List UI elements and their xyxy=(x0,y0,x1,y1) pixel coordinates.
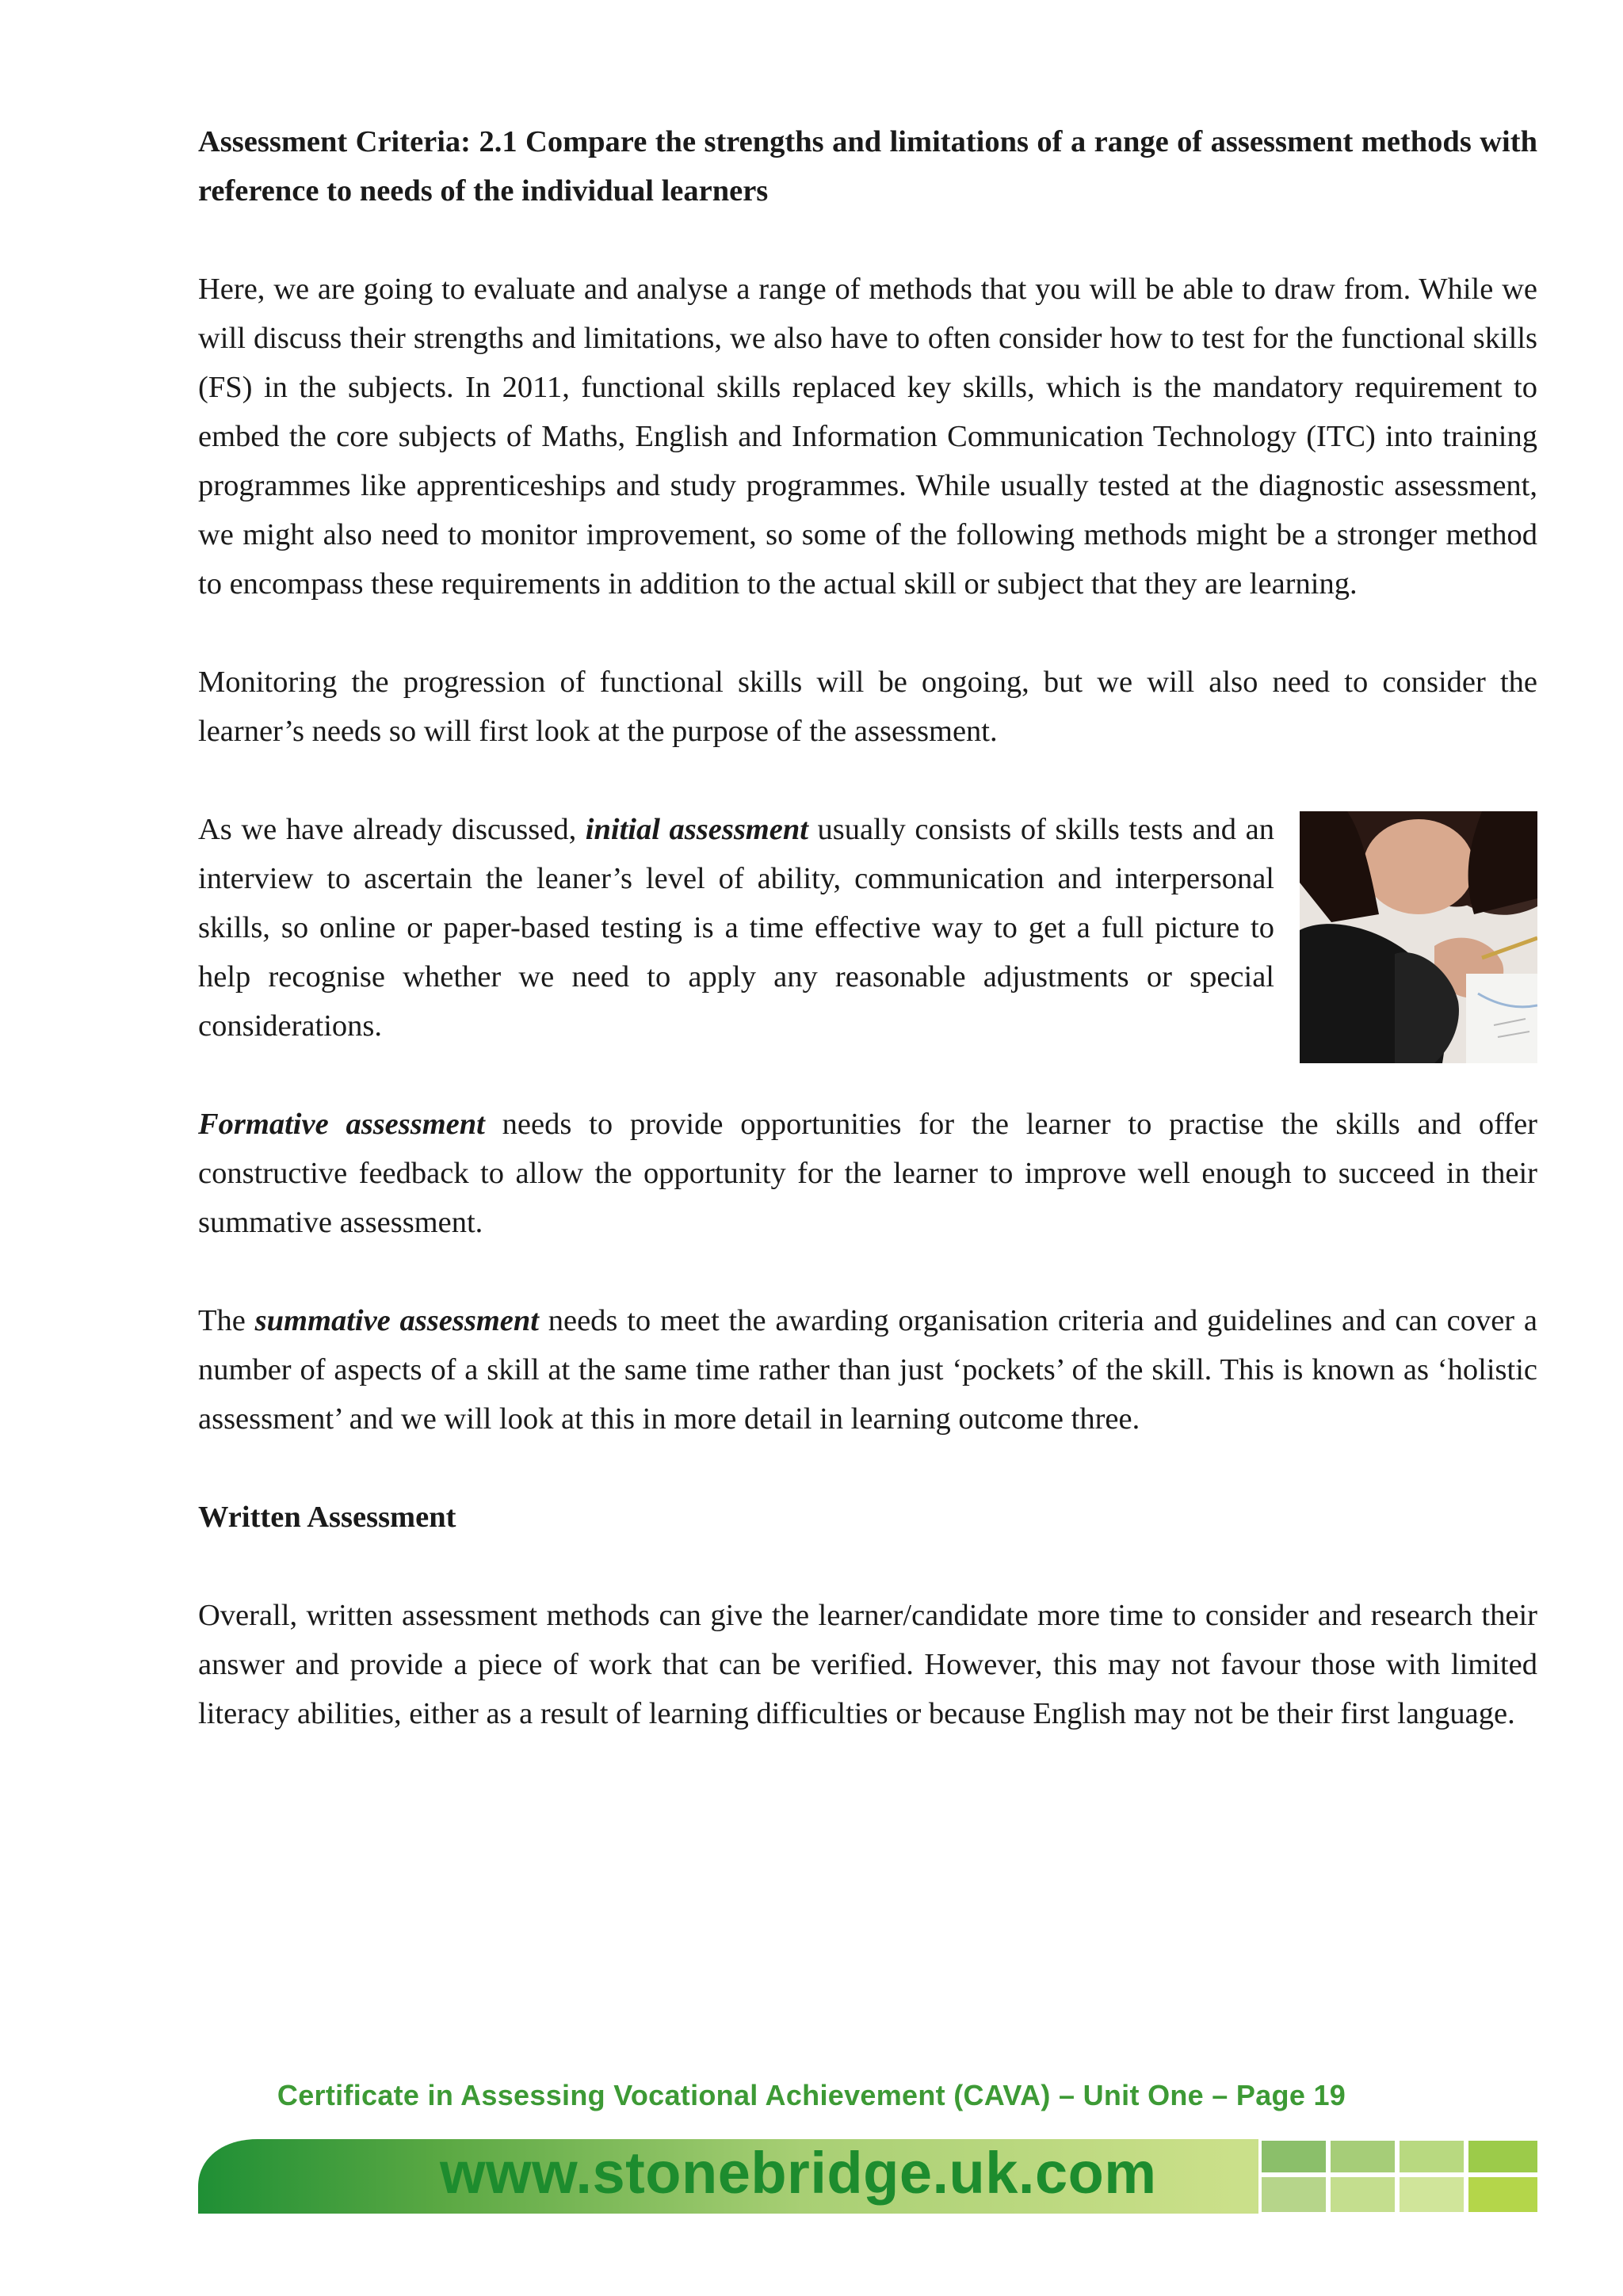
initial-rest: usually consists of skills tests and an interview to ascertain the leaner’s level of ability, communication and interpersonal skills, so online or paper-based testing is a time effective way to get a full picture to help recognise whether we need to apply any reasonable adjustments or special considerations. xyxy=(198,813,1274,1043)
formative-assessment-term: Formative assessment xyxy=(198,1108,485,1141)
written-assessment-paragraph: Overall, written assessment methods can give the learner/candidate more time to consider and research their answer and provide a piece of work that can be verified. However, this may not favour those with limited literacy abilities, either as a result of learning difficulties or because English may not be their first language. xyxy=(198,1599,1537,1730)
intro-paragraph: Here, we are going to evaluate and analyse a range of methods that you will be able to draw from. While we will discuss their strengths and limitations, we also have to often consider how to test for the functional skills (FS) in the subjects. In 2011, functional skills replaced key skills, which is the mandatory requirement to embed the core subjects of Maths, English and Information Communication Technology (ITC) into training programmes like apprenticeships and study programmes. While usually tested at the diagnostic assessment, we might also need to monitor improvement, so some of the following methods might be a stronger method to encompass these requirements in addition to the actual skill or subject that they are learning. xyxy=(198,273,1537,601)
page-content xyxy=(198,117,1537,1738)
summative-prefix: The xyxy=(198,1304,255,1337)
formative-rest: needs to provide opportunities for the learner to practise the skills and offer constructive feedback to allow the opportunity for the learner to improve well enough to succeed in their summative assessment. xyxy=(198,1108,1538,1239)
summative-assessment-paragraph xyxy=(198,1296,1537,1444)
summative-assessment-term: summative assessment xyxy=(254,1304,539,1337)
website-url[interactable]: www.stonebridge.uk.com xyxy=(440,2140,1157,2206)
initial-prefix: As we have already discussed, xyxy=(198,813,586,846)
written-assessment-heading: Written Assessment xyxy=(198,1501,456,1534)
banner-grid xyxy=(1260,2139,1539,2214)
summative-rest: needs to meet the awarding organisation criteria and guidelines and can cover a number of aspects of a skill at the same time rather than just ‘pockets’ of the skill. This is known as ‘holistic assessment’ and we will look at this in more detail in learning outcome three. xyxy=(198,1304,1537,1436)
initial-assessment-term: initial assessment xyxy=(585,813,808,846)
criteria-heading: Assessment Criteria: 2.1 Compare the strengths and limitations of a range of assessment methods with reference to needs of the individual learners xyxy=(198,125,1537,208)
footer-title: Certificate in Assessing Vocational Achievement (CAVA) – Unit One – Page 19 xyxy=(277,2079,1346,2111)
formative-assessment-paragraph xyxy=(198,1100,1537,1247)
monitoring-paragraph: Monitoring the progression of functional skills will be ongoing, but we will also need to consider the learner’s needs so will first look at the purpose of the assessment. xyxy=(198,666,1537,748)
student-writing-photo xyxy=(1300,811,1537,1063)
initial-assessment-paragraph xyxy=(198,805,1537,1051)
